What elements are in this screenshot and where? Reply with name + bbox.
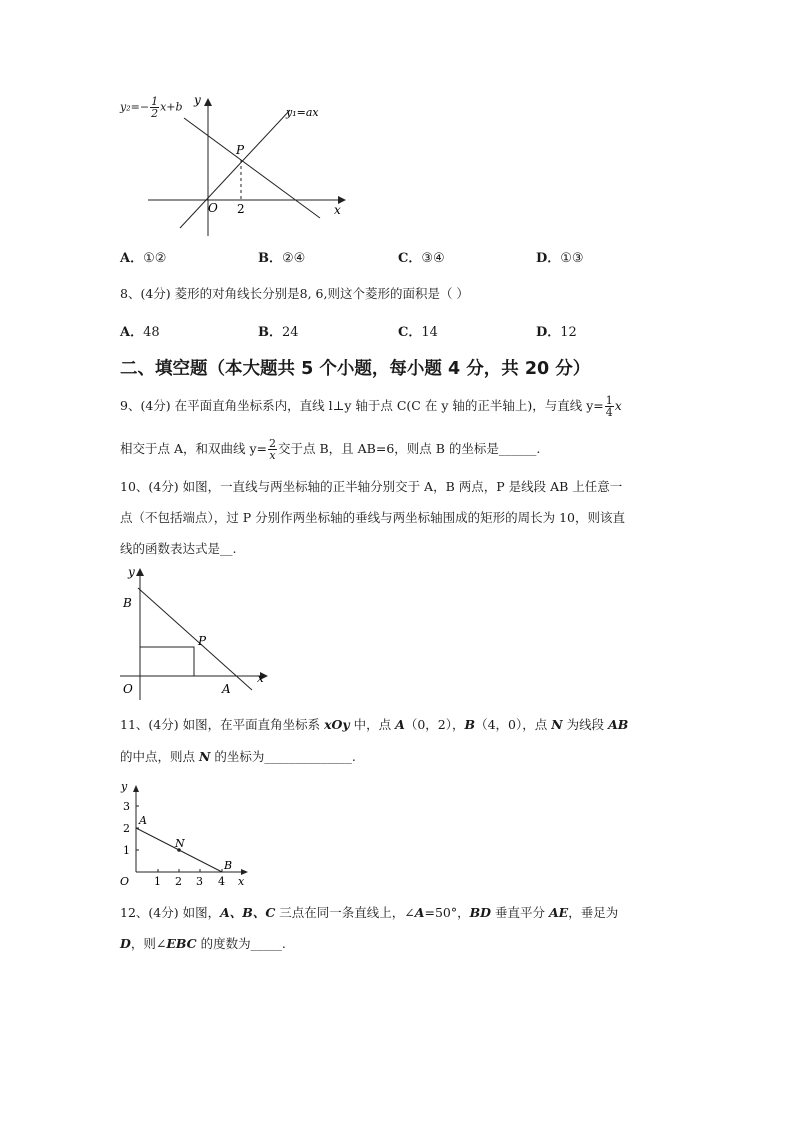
- x-tick-label-4: 4: [218, 875, 225, 888]
- y-axis-label: y: [121, 780, 128, 793]
- y-axis-arrow: [136, 568, 144, 576]
- x-tick-label-2: 2: [175, 875, 182, 888]
- q10-line-3: 线的函数表达式是__.: [120, 541, 237, 556]
- q11-figure: [114, 776, 254, 892]
- q10-line-1: 10、(4分) 如图，一直线与两坐标轴的正半轴分别交于 A，B 两点，P 是线段 AB 上任意一: [120, 479, 623, 494]
- rectangle: [140, 647, 194, 676]
- q10-line-2: 点（不包括端点），过 P 分别作两坐标轴的垂线与两坐标轴围成的矩形的周长为 10，则该直: [120, 510, 625, 525]
- point-b-label: B: [123, 596, 132, 610]
- line-ab: [138, 588, 252, 690]
- q7-option-c[interactable]: C．③④: [398, 251, 445, 266]
- origin-label: O: [120, 875, 130, 888]
- q8-stem: 8、(4分) 菱形的对角线长分别是8, 6,则这个菱形的面积是（ ）: [120, 286, 469, 301]
- y-axis-arrow: [204, 98, 212, 106]
- x-tick-label-3: 3: [196, 875, 203, 888]
- point-a-label: A: [222, 682, 231, 696]
- x-axis-label: x: [334, 203, 341, 217]
- q10-graph: [116, 562, 276, 704]
- y-tick-label-1: 1: [123, 844, 130, 857]
- tick-2-label: 2: [237, 202, 245, 216]
- x-axis-label: x: [238, 875, 245, 888]
- q7-option-a[interactable]: A．①②: [120, 251, 167, 266]
- q9-line-1: 9、(4分) 在平面直角坐标系内，直线 l⊥y 轴于点 C(C 在 y 轴的正半轴上)，与直线 y= $\frac{1}{4}$ x: [120, 394, 622, 419]
- q12-line-1: 12、(4分) 如图，A、B、C 三点在同一条直线上，∠A=50°，BD 垂直平分 AE，垂足为: [120, 905, 619, 920]
- section-2-heading: 二、填空题（本大题共 5 个小题，每小题 4 分，共 20 分）: [120, 359, 591, 379]
- y-axis-label: y: [194, 93, 201, 107]
- y-tick-label-3: 3: [123, 800, 130, 813]
- q8-option-a[interactable]: A．48: [120, 325, 160, 340]
- y1-label: y₁=ax: [286, 106, 319, 119]
- q10-figure: [116, 562, 276, 704]
- q7-figure: [114, 90, 354, 240]
- origin-label: O: [208, 201, 218, 215]
- y-axis-label: y: [128, 565, 135, 579]
- q8-option-d[interactable]: D．12: [536, 325, 577, 340]
- line-y2: [184, 118, 320, 218]
- q11-graph: [114, 776, 254, 892]
- point-p-label: P: [236, 143, 245, 157]
- x-axis-label: x: [257, 671, 264, 685]
- q11-line-2: 的中点，则点 N 的坐标为______________.: [120, 749, 356, 764]
- q7-option-b[interactable]: B．②④: [258, 251, 306, 266]
- x-tick-label-1: 1: [154, 875, 161, 888]
- point-a-label: A: [139, 814, 147, 827]
- origin-label: O: [123, 682, 133, 696]
- point-b-label: B: [224, 859, 233, 872]
- q12-line-2: D，则∠EBC 的度数为_____.: [120, 936, 286, 951]
- q7-option-d[interactable]: D．①③: [536, 251, 584, 266]
- y-tick-label-2: 2: [123, 822, 130, 835]
- q9-line-2: 相交于点 A，和双曲线 y= $\frac{2}{x}$ 交于点 B，且 AB=6，则点 B 的坐标是______.: [120, 437, 541, 462]
- q11-line-1: 11、(4分) 如图，在平面直角坐标系 xOy 中，点 A（0，2），B（4，0），点 N 为线段 AB: [120, 717, 629, 732]
- y2-label: y₂=− $\frac{1}{2}$ x+b: [120, 95, 183, 120]
- y-axis-arrow: [133, 785, 139, 792]
- point-p-label: P: [198, 634, 207, 648]
- q8-option-b[interactable]: B．24: [258, 325, 299, 340]
- q8-option-c[interactable]: C．14: [398, 325, 438, 340]
- point-n-label: N: [175, 837, 185, 850]
